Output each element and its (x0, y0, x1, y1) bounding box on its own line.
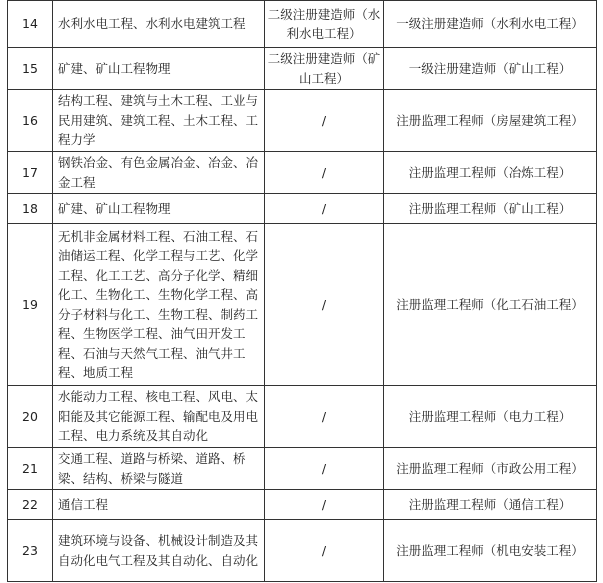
major-cell: 交通工程、道路与桥梁、道路、桥梁、结构、桥梁与隧道 (53, 448, 265, 490)
level2-cell: / (265, 194, 384, 224)
major-cell: 矿建、矿山工程物理 (53, 194, 265, 224)
table-row (8, 448, 597, 490)
level1-cell: 注册监理工程师（化工石油工程） (384, 224, 597, 386)
table-row (8, 520, 597, 582)
level1-cell: 注册监理工程师（电力工程） (384, 386, 597, 448)
level2-cell: / (265, 386, 384, 448)
level2-cell: / (265, 224, 384, 386)
row-number: 14 (8, 1, 53, 48)
level2-cell: 二级注册建造师（矿山工程） (265, 48, 384, 90)
major-cell: 建筑环境与设备、机械设计制造及其自动化电气工程及其自动化、自动化 (53, 520, 265, 582)
table-row (8, 224, 597, 386)
row-number: 21 (8, 448, 53, 490)
row-number: 23 (8, 520, 53, 582)
table-row (8, 90, 597, 152)
row-number: 19 (8, 224, 53, 386)
major-cell: 水能动力工程、核电工程、风电、太阳能及其它能源工程、输配电及用电工程、电力系统及其自动化 (53, 386, 265, 448)
table-row (8, 490, 597, 520)
level1-cell: 注册监理工程师（通信工程） (384, 490, 597, 520)
table-row (8, 1, 597, 48)
major-cell: 矿建、矿山工程物理 (53, 48, 265, 90)
table-row (8, 386, 597, 448)
level1-cell: 注册监理工程师（房屋建筑工程） (384, 90, 597, 152)
level1-cell: 注册监理工程师（矿山工程） (384, 194, 597, 224)
level2-cell: / (265, 90, 384, 152)
row-number: 16 (8, 90, 53, 152)
major-cell: 无机非金属材料工程、石油工程、石油储运工程、化学工程与工艺、化学工程、化工工艺、高分子化学、精细化工、生物化工、生物化学工程、高分子材料与化工、生物工程、制药工程、生物医学工程、油气田开发工程、石油与天然气工程、油气井工程、地质工程 (53, 224, 265, 386)
level1-cell: 注册监理工程师（冶炼工程） (384, 152, 597, 194)
table-row (8, 48, 597, 90)
major-cell: 通信工程 (53, 490, 265, 520)
level2-cell: / (265, 490, 384, 520)
level1-cell: 注册监理工程师（机电安装工程） (384, 520, 597, 582)
row-number: 20 (8, 386, 53, 448)
level2-cell: 二级注册建造师（水利水电工程） (265, 1, 384, 48)
level2-cell: / (265, 152, 384, 194)
row-number: 18 (8, 194, 53, 224)
table-row (8, 194, 597, 224)
level1-cell: 一级注册建造师（矿山工程） (384, 48, 597, 90)
row-number: 22 (8, 490, 53, 520)
row-number: 17 (8, 152, 53, 194)
major-cell: 结构工程、建筑与土木工程、工业与民用建筑、建筑工程、土木工程、工程力学 (53, 90, 265, 152)
level2-cell: / (265, 448, 384, 490)
table-row (8, 152, 597, 194)
row-number: 15 (8, 48, 53, 90)
level2-cell: / (265, 520, 384, 582)
major-cell: 水利水电工程、水利水电建筑工程 (53, 1, 265, 48)
level1-cell: 一级注册建造师（水利水电工程） (384, 1, 597, 48)
level1-cell: 注册监理工程师（市政公用工程） (384, 448, 597, 490)
qualification-table (7, 0, 597, 582)
major-cell: 钢铁冶金、有色金属冶金、冶金、冶金工程 (53, 152, 265, 194)
